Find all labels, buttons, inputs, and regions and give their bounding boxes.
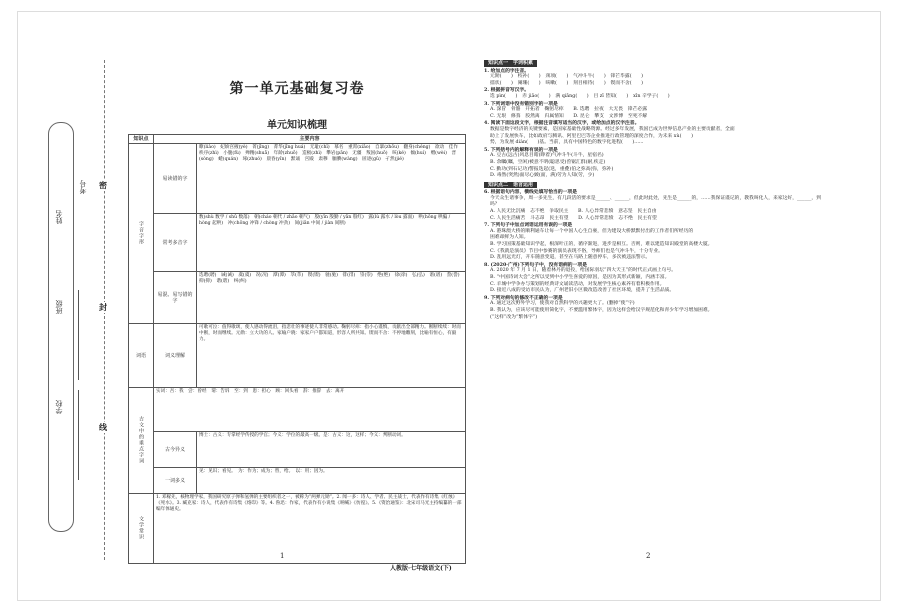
question-stem: 2. 根据拼音写汉字。 <box>484 87 530 94</box>
table-header: 主要内容 <box>154 135 466 144</box>
question-line: 擂状( ) 阑珊( ) 咳嗽( ) 刻目相待( ) 锲而不舍( ) <box>490 80 644 86</box>
question-line: A. 豆古(远古)风息目睹(睁着)气冲斗牛(斗牛，星宿名) <box>490 153 604 159</box>
knowledge-table <box>128 134 466 564</box>
table-cell: 数(shù 数学 / shǔ 数落) 朝(cháo 朝代 / zhāo 朝气) 殷(yīn 殷勤 / yān 殷红) 露(lù 露水 / lòu 露面) 哄(hǒng 哄骗 / hòng 起哄) 冲(chōng 冲锋 / chòng 冲劲) 间(jiān 中间 / jiàn 间断) <box>197 214 466 272</box>
question-line: A. 人民无比沉痛 志不绝 争取民主 B. 人心异常悲愤 意志坚 民主自由 <box>490 209 657 215</box>
table-row <box>129 214 466 272</box>
question-line: B. 余瞩(瞩，空闲)被意不明(聪思受)兽锯汇群(耐,疾走) <box>490 159 606 165</box>
school-label: 学校 <box>55 400 63 414</box>
question-line: B. “中国诗词大会”之所以受到中小学生喜爱的原因，是因为其形式新颖，内涵丰富。 <box>490 275 670 280</box>
table-cell: 选聘(聘) 诫(诫) 虞(虞) 况(况) 潭(潭) 萃(萃) 锲(锲) 驰(驰) 徘(徘) 崇(崇) 绝(绝) 徐(徐) 弘(弘) 谱(谱) 誊(誊) 抑(抑) 谐(谐) 纠(纠) <box>197 272 466 324</box>
table-cell: 可歌可泣：值得歌颂，使人感动得流泪，指悲壮的事迹使人非常感动。鞠躬尽瘁：指小心谨慎，贡献出全部精力。断断续续：时而中断，时而继续。元勋：立大功的人。家喻户晓：家家户户都知道，形容人所共知。锲而不舍：不停地雕刻，比喻有恒心，有毅力。 <box>197 324 466 388</box>
subcategory-label: 常考多音字 <box>154 214 197 272</box>
question-line: A. 深冒 骨骼 开拓者 鞠躬尽瘁 B. 选聘 拉夜 大无畏 锋芒必露 <box>490 107 647 113</box>
question-line: 势，为发展 diàn( )基。当前，具有中国特色的数字化进程( )...... <box>490 140 644 146</box>
question-line: 选 pìn( ) 赤 jiǎo( ) 满 qiāng( ) 目 zī 皆知( ) xīn 辛学子( ) <box>490 93 670 99</box>
question-line: 元勋( ) 校补( ) 颈项( ) 气冲斗牛( ) 锋芒毕露( ) <box>490 74 644 80</box>
question-line: C. 人民生活痛苦 斗志昂 民主有望 D. 人心异常悲愤 志不绝 民主有望 <box>490 215 657 221</box>
binding-box <box>48 122 74 532</box>
question-line: C.《我就是演员》节目中参赛的演员表现不俗，导师们也是气冲斗牛，十分专业。 <box>490 248 663 254</box>
question-line: A. 通过这次野外学习，使我对自然科学的兴趣更大了。(删掉“使”字) <box>490 301 635 307</box>
seal-char-xian: 线 <box>99 422 107 432</box>
class-line <box>78 390 79 480</box>
question-line: 今天众生诸事争，周一多先生，有几段活的要求是______、______，但此时此处，先生是______的，……我保证谨记的，教我叫化人，来家这好，______，到吗？ <box>490 195 821 208</box>
seal-char-mi: 密 <box>99 180 107 190</box>
subcategory-label: 古今异义 <box>154 432 197 468</box>
exam-sheet <box>18 12 880 600</box>
page-number-left: 1 <box>280 552 285 560</box>
question-stem: 4. 阅读下面这段文字，根据注音填写适当的汉字，或给加点的汉字注音。 <box>484 120 640 127</box>
table-cell: 1. 邓稼先，核物理学家，我国研究原子弹和氢弹的主要组织者之一，被称为“两弹元勋”。2. 闻一多：诗人、学者、民主战士，代表作有诗集《红烛》《死水》。3. 臧克家：诗人，代表作有诗集《烙印》等。4. 鲁迅：作家，代表作有小说集《呐喊》《彷徨》。5.《资治通鉴》：北宋司马光主持编纂的一部编年体通史。 <box>154 494 466 564</box>
question-line: B. 我认为，应该尽可能使用简化字，不要滥用繁体字，因为这样会给汉字规范化和青少年学习增加困难。 <box>490 307 713 313</box>
table-row <box>129 494 466 564</box>
subcategory-label: 一词多义 <box>154 468 197 494</box>
table-header: 知识点 <box>129 135 154 144</box>
table-cell: 瞭(liào) 妃嫔宫掖(yè) 菁(jīng) 菁华(jīng huá) 无耻(chǐ) 慕名 重霄(xiāo) 自暴(zhōu) 翻身(chéng) 欲动 佳作 秩序(zhì) 小腹(fù) 殚精(shuǎ) 年龄(zhuō) 造极(zhì) 攀岩(pān) 无疆 叛国(huō) 咳(ké) 倾(huí) 赠(wèi) 晋(sòng) 蜷(quán) 琢(zhuó) 晨昏(yǐn) 默诵 宫殿 肃穆 腼腆(wàng) 匿迹(gǔ) 孑然(jié) <box>197 144 466 214</box>
table-cell: 实词：吾：我 尝：曾经 谓：告诉 至：到 患：担心 顾：回头看 辞：推辞 去：离开 <box>154 388 466 432</box>
question-stem: 6. 根据语句内容，横线处填写恰当的一项是 <box>484 189 578 196</box>
category-label: 词语 <box>129 324 154 388</box>
table-cell: 博士：古义：专掌经学传授的学官；今义：学位的最高一级。是：古义：这，这样；今义：判断动词。 <box>197 432 466 468</box>
name-label: 姓名 <box>55 210 63 224</box>
question-line: C. 羊城中学争办与策划的经典诗文诵读活动，对发展学生核心素养有着积极作用。 <box>490 281 665 287</box>
table-row <box>129 388 466 432</box>
question-stem: 3. 下列词语中没有错别字的一项是 <box>484 100 558 107</box>
page-title: 第一单元基础复习卷 <box>229 81 365 97</box>
subcategory-label: 易读错的字 <box>154 144 197 214</box>
name-line <box>78 290 79 380</box>
class-label: 班级 <box>55 300 63 314</box>
question-line: C. 勤功(到石记功)警报迭起(迭，重叠)伯之弥高(弥，弥补) <box>490 166 614 172</box>
table-row <box>129 144 466 214</box>
table-row <box>129 272 466 324</box>
question-line: 助上了发展快车，比如政府与腾讯、阿里巴巴等企业推进行政管理的深度合作，为未来 xù( ) <box>490 133 693 139</box>
question-line: D. 毒然(突然)面尽心皴(面，满)劳为人知(劳，少) <box>490 173 595 179</box>
table-row <box>129 468 466 494</box>
subcategory-label: 易混、易写错的字 <box>154 272 197 324</box>
right-page <box>484 58 824 321</box>
exam-no-label: 考号 <box>79 180 87 194</box>
question-line: 困难却鲜为人知。 <box>490 235 529 241</box>
question-stem: 7. 下列句子中加点词语运用有误的一项是 <box>484 222 573 229</box>
question-line: A. 2020 年 7 月 1 日，随着林丹的退役，给国际羽坛“四大天王”的时代正式画上句号。 <box>490 268 677 274</box>
question-stem: 9. 下列对病句的修改不正确的一项是 <box>484 294 563 301</box>
table-row <box>129 432 466 468</box>
question-line: B. 学习国策基础知识学起，根深叶正的，循序渐进，进步是相互。否则，难以建造知识殿堂的高楼大厦。 <box>490 242 713 248</box>
question-line: 数据是数字经济的关键要素，是国家基础性战略资源。经过多年发展，我国已成为世界信息产业的主要贡献者，全面 <box>490 126 735 132</box>
footer-edition: 人教版·七年级语文(下) <box>390 565 452 572</box>
question-line: D. 乱用远光灯，开车随意变道，甚至在马路上随意停车，多次被违法警示。 <box>490 255 651 261</box>
page-number-right: 2 <box>646 552 651 560</box>
table-header-row <box>129 135 466 144</box>
section-heading: 知识点一 字词积累 <box>484 60 537 67</box>
left-page <box>128 24 466 569</box>
question-stem: 8. (2020·广州)下列句子中，没有语病的一项是 <box>484 261 587 268</box>
category-label: 古文中的重点字词 <box>138 415 144 464</box>
question-stem: 5. 下列括号内的解释有误的一项是 <box>484 146 558 153</box>
subcategory-label: 词义理解 <box>154 324 197 388</box>
question-line: D. 接近八成的受访市民认为，广州老旧小区微改造改善了社区环境，提升了生活品质。 <box>490 288 675 294</box>
category-label: 字音字形 <box>138 220 144 245</box>
section-heading: 知识点二 语言运用 <box>484 182 537 189</box>
question-stem: 1. 给加点的字注音。 <box>484 67 530 74</box>
seal-char-feng: 封 <box>99 302 107 312</box>
question-line: C. 无垠 修葺 胶然离 归属情知 D. 昆仑 攀支 文涉博 至死不解 <box>490 113 648 119</box>
category-label: 文学常识 <box>138 515 144 540</box>
table-cell: 见：见识；看见。 为：作为；成为；替，给。 以：用；因为。 <box>197 468 466 494</box>
question-line: (“这样”改为“繁体字”) <box>490 314 538 320</box>
question-line: A. 港珠澳大桥的顺利通车让每一个中国人心生自豪，但为建设大桥默默付出的工作者们所经历的 <box>490 228 694 234</box>
section-subtitle: 单元知识梳理 <box>267 120 327 131</box>
table-row <box>129 324 466 388</box>
